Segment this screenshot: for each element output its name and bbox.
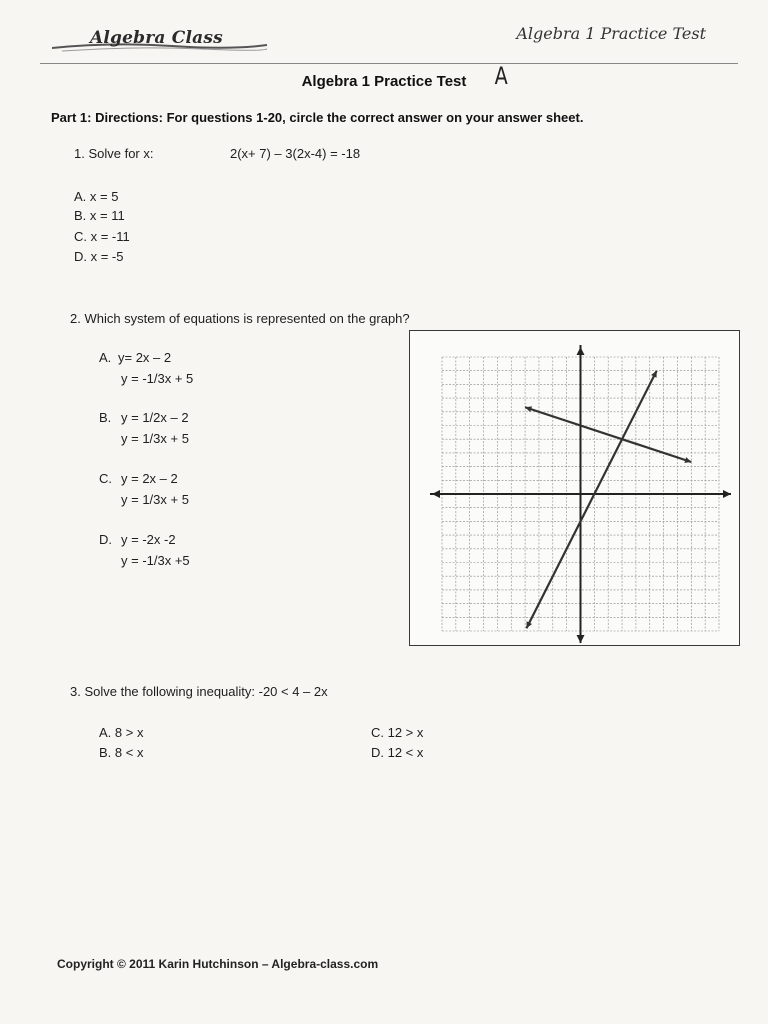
y-axis-arrow-down <box>577 635 585 643</box>
part1-directions: Part 1: Directions: For questions 1-20, circle the correct answer on your answer sheet. <box>51 110 584 125</box>
graph-line-2-arrow-1 <box>684 457 691 463</box>
q3-choice-d[interactable]: D. 12 < x <box>371 745 424 760</box>
q1-choice-c[interactable]: C. x = -11 <box>74 229 130 244</box>
q2-choice-b-label[interactable]: B. <box>99 410 112 425</box>
q2-choice-d-label[interactable]: D. <box>99 532 112 547</box>
algebra-class-logo: Algebra Class <box>90 28 223 48</box>
q1-prompt: 1. Solve for x: <box>74 146 154 161</box>
q3-choice-a[interactable]: A. 8 > x <box>99 725 144 740</box>
q3-choice-c[interactable]: C. 12 > x <box>371 725 424 740</box>
q2-prompt: 2. Which system of equations is represented on the graph? <box>70 311 410 326</box>
q2-choice-a-eq2: y = -1/3x + 5 <box>121 371 194 386</box>
q3-prompt: 3. Solve the following inequality: -20 < 4 – 2x <box>70 684 328 699</box>
handwritten-version-mark: A <box>494 62 508 90</box>
q2-choice-a-label[interactable]: A. <box>99 350 112 365</box>
header-title: Algebra 1 Practice Test <box>516 24 706 43</box>
q1-choice-a[interactable]: A. x = 5 <box>74 189 119 204</box>
q2-choice-c-label[interactable]: C. <box>99 471 112 486</box>
q1-equation: 2(x+ 7) – 3(2x-4) = -18 <box>230 146 361 161</box>
q1-choice-d[interactable]: D. x = -5 <box>74 249 124 264</box>
graph-canvas <box>410 331 739 645</box>
q2-choice-d-eq1: y = -2x -2 <box>121 532 176 547</box>
y-axis-arrow-up <box>577 347 585 355</box>
q2-choice-c-eq1: y = 2x – 2 <box>121 471 178 486</box>
q2-choice-b-eq2: y = 1/3x + 5 <box>121 431 189 446</box>
q2-choice-a-eq1: y= 2x – 2 <box>118 350 172 365</box>
q3-choice-b[interactable]: B. 8 < x <box>99 745 144 760</box>
q2-coordinate-graph <box>409 330 740 646</box>
graph-line-2-arrow-2 <box>525 406 532 412</box>
graph-line-1 <box>526 371 656 629</box>
x-axis-arrow-left <box>432 490 440 498</box>
graph-line-2 <box>525 407 691 462</box>
page-title: Algebra 1 Practice Test <box>301 73 467 90</box>
q2-choice-d-eq2: y = -1/3x +5 <box>121 553 190 568</box>
x-axis-arrow-right <box>723 490 731 498</box>
header-divider <box>40 63 738 64</box>
q1-choice-b[interactable]: B. x = 11 <box>74 208 125 223</box>
copyright-footer: Copyright © 2011 Karin Hutchinson – Algebra-class.com <box>57 957 379 971</box>
q2-choice-c-eq2: y = 1/3x + 5 <box>121 492 189 507</box>
q2-choice-b-eq1: y = 1/2x – 2 <box>121 410 189 425</box>
